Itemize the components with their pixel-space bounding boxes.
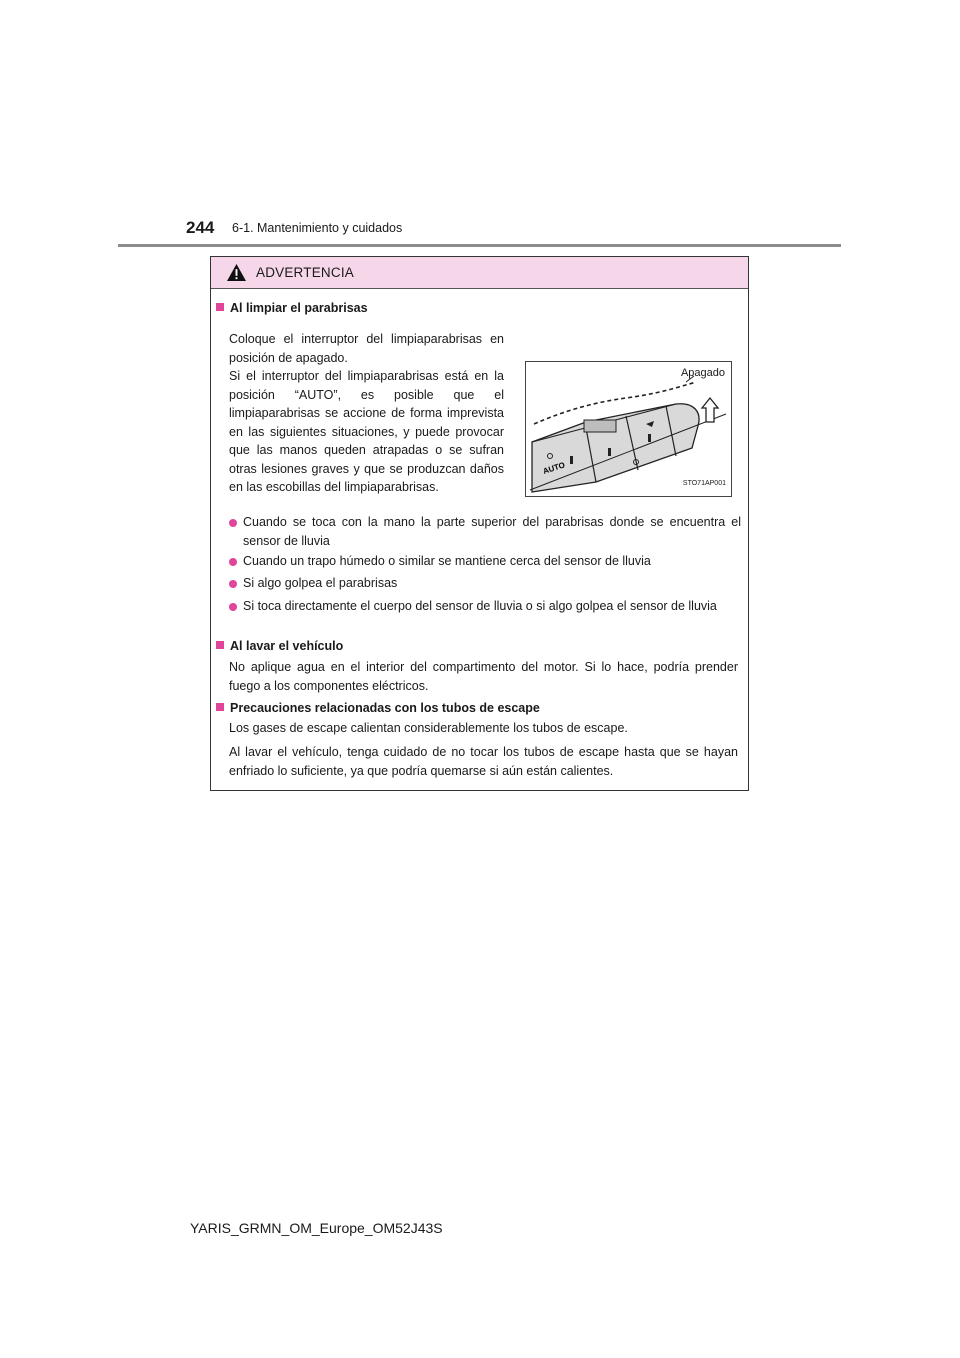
section-heading: Al lavar el vehículo [216, 637, 343, 656]
list-item: Si toca directamente el cuerpo del sensor de lluvia o si algo golpea el sensor de lluvia [229, 597, 741, 616]
warning-header [211, 257, 748, 289]
section-title: 6-1. Mantenimiento y cuidados [232, 221, 403, 235]
switch-auto-text: AUTO [541, 460, 567, 476]
warning-title: ADVERTENCIA [256, 265, 354, 280]
warning-box [210, 256, 749, 791]
wiper-paragraph: Coloque el interruptor del limpiaparabrisas en posición de apagado. Si el interruptor del limpiaparabrisas está en la posición “AUTO”, es posible que el limpiaparabrisas se accione de forma imprevista en las siguientes situaciones, y puede provocar que las manos queden atrapadas o se sufran otras lesiones graves y que se produzcan daños en las escobillas del limpiaparabrisas. [229, 332, 504, 494]
footer-code: YARIS_GRMN_OM_Europe_OM52J43S [190, 1220, 443, 1236]
washing-paragraph: No aplique agua en el interior del compartimento del motor. Si lo hace, podría prender fuego a los componentes eléctricos. [229, 660, 738, 693]
warning-body [211, 288, 748, 790]
list-item: Si algo golpea el parabrisas [229, 574, 741, 593]
bullet-icon [229, 519, 237, 527]
section-heading: Al limpiar el parabrisas [216, 299, 368, 318]
page-number: 244 [186, 218, 215, 237]
figure-code: STO71AP001 [682, 479, 726, 487]
square-bullet-icon [216, 303, 224, 311]
square-bullet-icon [216, 641, 224, 649]
bullet-icon [229, 603, 237, 611]
bullet-icon [229, 558, 237, 566]
exhaust-paragraph: Los gases de escape calientan considerablemente los tubos de escape. [229, 721, 628, 735]
section-heading: Precauciones relacionadas con los tubos de escape [216, 699, 540, 718]
wiper-switch-figure [525, 361, 732, 497]
warning-triangle-icon [226, 263, 247, 282]
bullet-icon [229, 580, 237, 588]
figure-label: Apagado [680, 367, 725, 379]
exhaust-paragraph-2: Al lavar el vehículo, tenga cuidado de no tocar los tubos de escape hasta que se hayan enfriado lo suficiente, ya que podría quemarse si aún están calientes. [229, 745, 738, 778]
list-item: Cuando un trapo húmedo o similar se mantiene cerca del sensor de lluvia [229, 552, 741, 571]
header-divider [118, 244, 841, 247]
list-item: Cuando se toca con la mano la parte superior del parabrisas donde se encuentra el sensor de lluvia [229, 513, 741, 550]
square-bullet-icon [216, 703, 224, 711]
